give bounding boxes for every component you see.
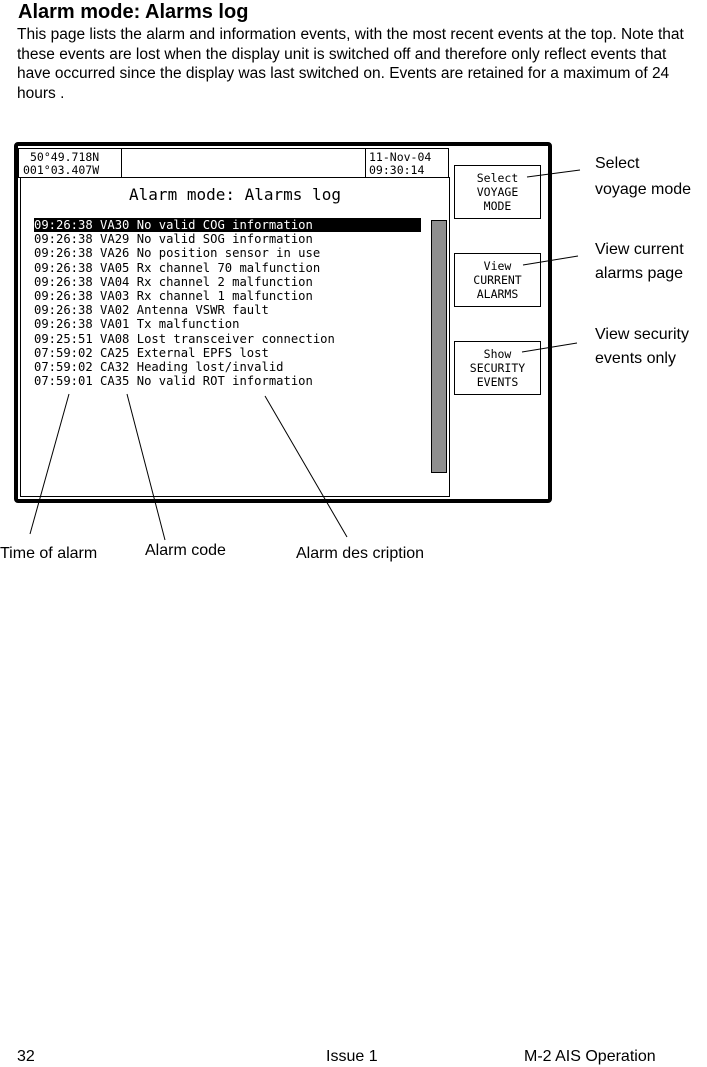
alarm-row[interactable]	[34, 246, 421, 260]
alarm-description: No valid SOG information	[136, 232, 313, 247]
alarms-log-screen	[20, 177, 450, 497]
alarm-description: Antenna VSWR fault	[136, 303, 269, 318]
alarm-description: Rx channel 1 malfunction	[136, 288, 313, 303]
display-unit	[14, 142, 552, 503]
status-area	[121, 148, 366, 178]
alarm-description: No valid COG information	[136, 218, 313, 232]
button-label-line: CURRENT	[473, 273, 522, 287]
document-title: M-2 AIS Operation	[524, 1048, 656, 1065]
callout-time-of-alarm: Time of alarm	[0, 545, 98, 562]
callout-view-security	[595, 323, 689, 371]
alarm-description: Rx channel 70 malfunction	[136, 260, 321, 275]
datetime-readout	[365, 148, 449, 178]
alarm-row[interactable]	[34, 289, 421, 303]
callout-text: Select	[595, 155, 640, 172]
longitude: 001°03.407W	[23, 163, 100, 177]
alarm-code: CA32	[100, 359, 130, 374]
alarm-row[interactable]	[34, 261, 421, 275]
alarm-description: No valid ROT information	[136, 374, 313, 389]
alarm-description: No position sensor in use	[136, 246, 321, 261]
callout-text: events only	[595, 350, 676, 367]
alarm-description: External EPFS lost	[136, 345, 269, 360]
alarm-code: VA01	[100, 317, 130, 332]
select-voyage-mode-button[interactable]	[454, 165, 541, 219]
alarm-time: 09:26:38	[34, 218, 93, 232]
alarm-row[interactable]	[34, 303, 421, 317]
alarm-row[interactable]	[34, 218, 421, 232]
alarm-code: VA04	[100, 274, 130, 289]
show-security-events-button[interactable]	[454, 341, 541, 395]
scrollbar[interactable]	[431, 220, 447, 473]
alarm-time: 09:26:38	[34, 246, 93, 261]
button-label-line: Select	[476, 171, 519, 185]
alarm-time: 09:26:38	[34, 288, 93, 303]
alarm-row[interactable]	[34, 374, 421, 388]
view-current-alarms-button[interactable]	[454, 253, 541, 307]
screen-title: Alarm mode: Alarms log	[129, 185, 341, 204]
alarm-time: 09:26:38	[34, 232, 93, 247]
alarm-row[interactable]	[34, 275, 421, 289]
callout-alarm-code: Alarm code	[145, 542, 226, 559]
callout-alarm-description: Alarm des cription	[296, 545, 425, 562]
alarm-code: VA05	[100, 260, 130, 275]
alarm-code: VA08	[100, 331, 130, 346]
alarm-row[interactable]	[34, 232, 421, 246]
alarm-row[interactable]	[34, 317, 421, 331]
alarm-row[interactable]	[34, 346, 421, 360]
callout-text: View current	[595, 241, 684, 258]
alarm-time: 09:26:38	[34, 274, 93, 289]
callout-text: View security	[595, 326, 689, 343]
alarm-description: Heading lost/invalid	[136, 359, 284, 374]
button-label-line: View	[483, 259, 512, 273]
alarm-code: VA30	[100, 218, 130, 232]
issue-label: Issue 1	[326, 1048, 378, 1065]
callout-view-alarms	[595, 238, 684, 286]
alarm-code: CA35	[100, 374, 130, 389]
time: 09:30:14	[369, 163, 425, 177]
intro-paragraph: This page lists the alarm and information events, with the most recent events at the top. Note that these events are lost when the display unit is switched off and therefore only reflect events that have occurred since the display was last switched on. Events are retained for a maximum of 24 hours .	[17, 26, 684, 102]
alarm-code: VA03	[100, 288, 130, 303]
alarm-list	[34, 218, 421, 388]
alarm-code: VA26	[100, 246, 130, 261]
date: 11-Nov-04	[369, 150, 432, 164]
alarm-code: VA02	[100, 303, 130, 318]
alarm-row[interactable]	[34, 360, 421, 374]
alarm-time: 07:59:02	[34, 345, 93, 360]
alarm-time: 09:26:38	[34, 260, 93, 275]
alarm-description: Tx malfunction	[136, 317, 240, 332]
alarm-time: 07:59:01	[34, 374, 93, 389]
button-label-line: EVENTS	[476, 375, 519, 389]
alarm-description: Rx channel 2 malfunction	[136, 274, 313, 289]
alarm-code: CA25	[100, 345, 130, 360]
callout-text: voyage mode	[595, 181, 692, 198]
position-readout	[18, 148, 122, 178]
button-label-line: MODE	[483, 199, 512, 213]
alarm-time: 09:25:51	[34, 331, 93, 346]
latitude: 50°49.718N	[30, 150, 100, 164]
callout-select-voyage	[595, 151, 691, 203]
alarm-time: 07:59:02	[34, 359, 93, 374]
page-title: Alarm mode: Alarms log	[18, 1, 249, 23]
button-label-line: ALARMS	[476, 287, 519, 301]
alarm-description: Lost transceiver connection	[136, 331, 335, 346]
alarm-time: 09:26:38	[34, 303, 93, 318]
button-label-line: Show	[483, 347, 512, 361]
button-label-line: SECURITY	[469, 361, 526, 375]
alarm-code: VA29	[100, 232, 130, 247]
alarm-row[interactable]	[34, 332, 421, 346]
page-number: 32	[17, 1048, 35, 1065]
callout-text: alarms page	[595, 265, 684, 282]
alarm-time: 09:26:38	[34, 317, 93, 332]
button-label-line: VOYAGE	[476, 185, 519, 199]
